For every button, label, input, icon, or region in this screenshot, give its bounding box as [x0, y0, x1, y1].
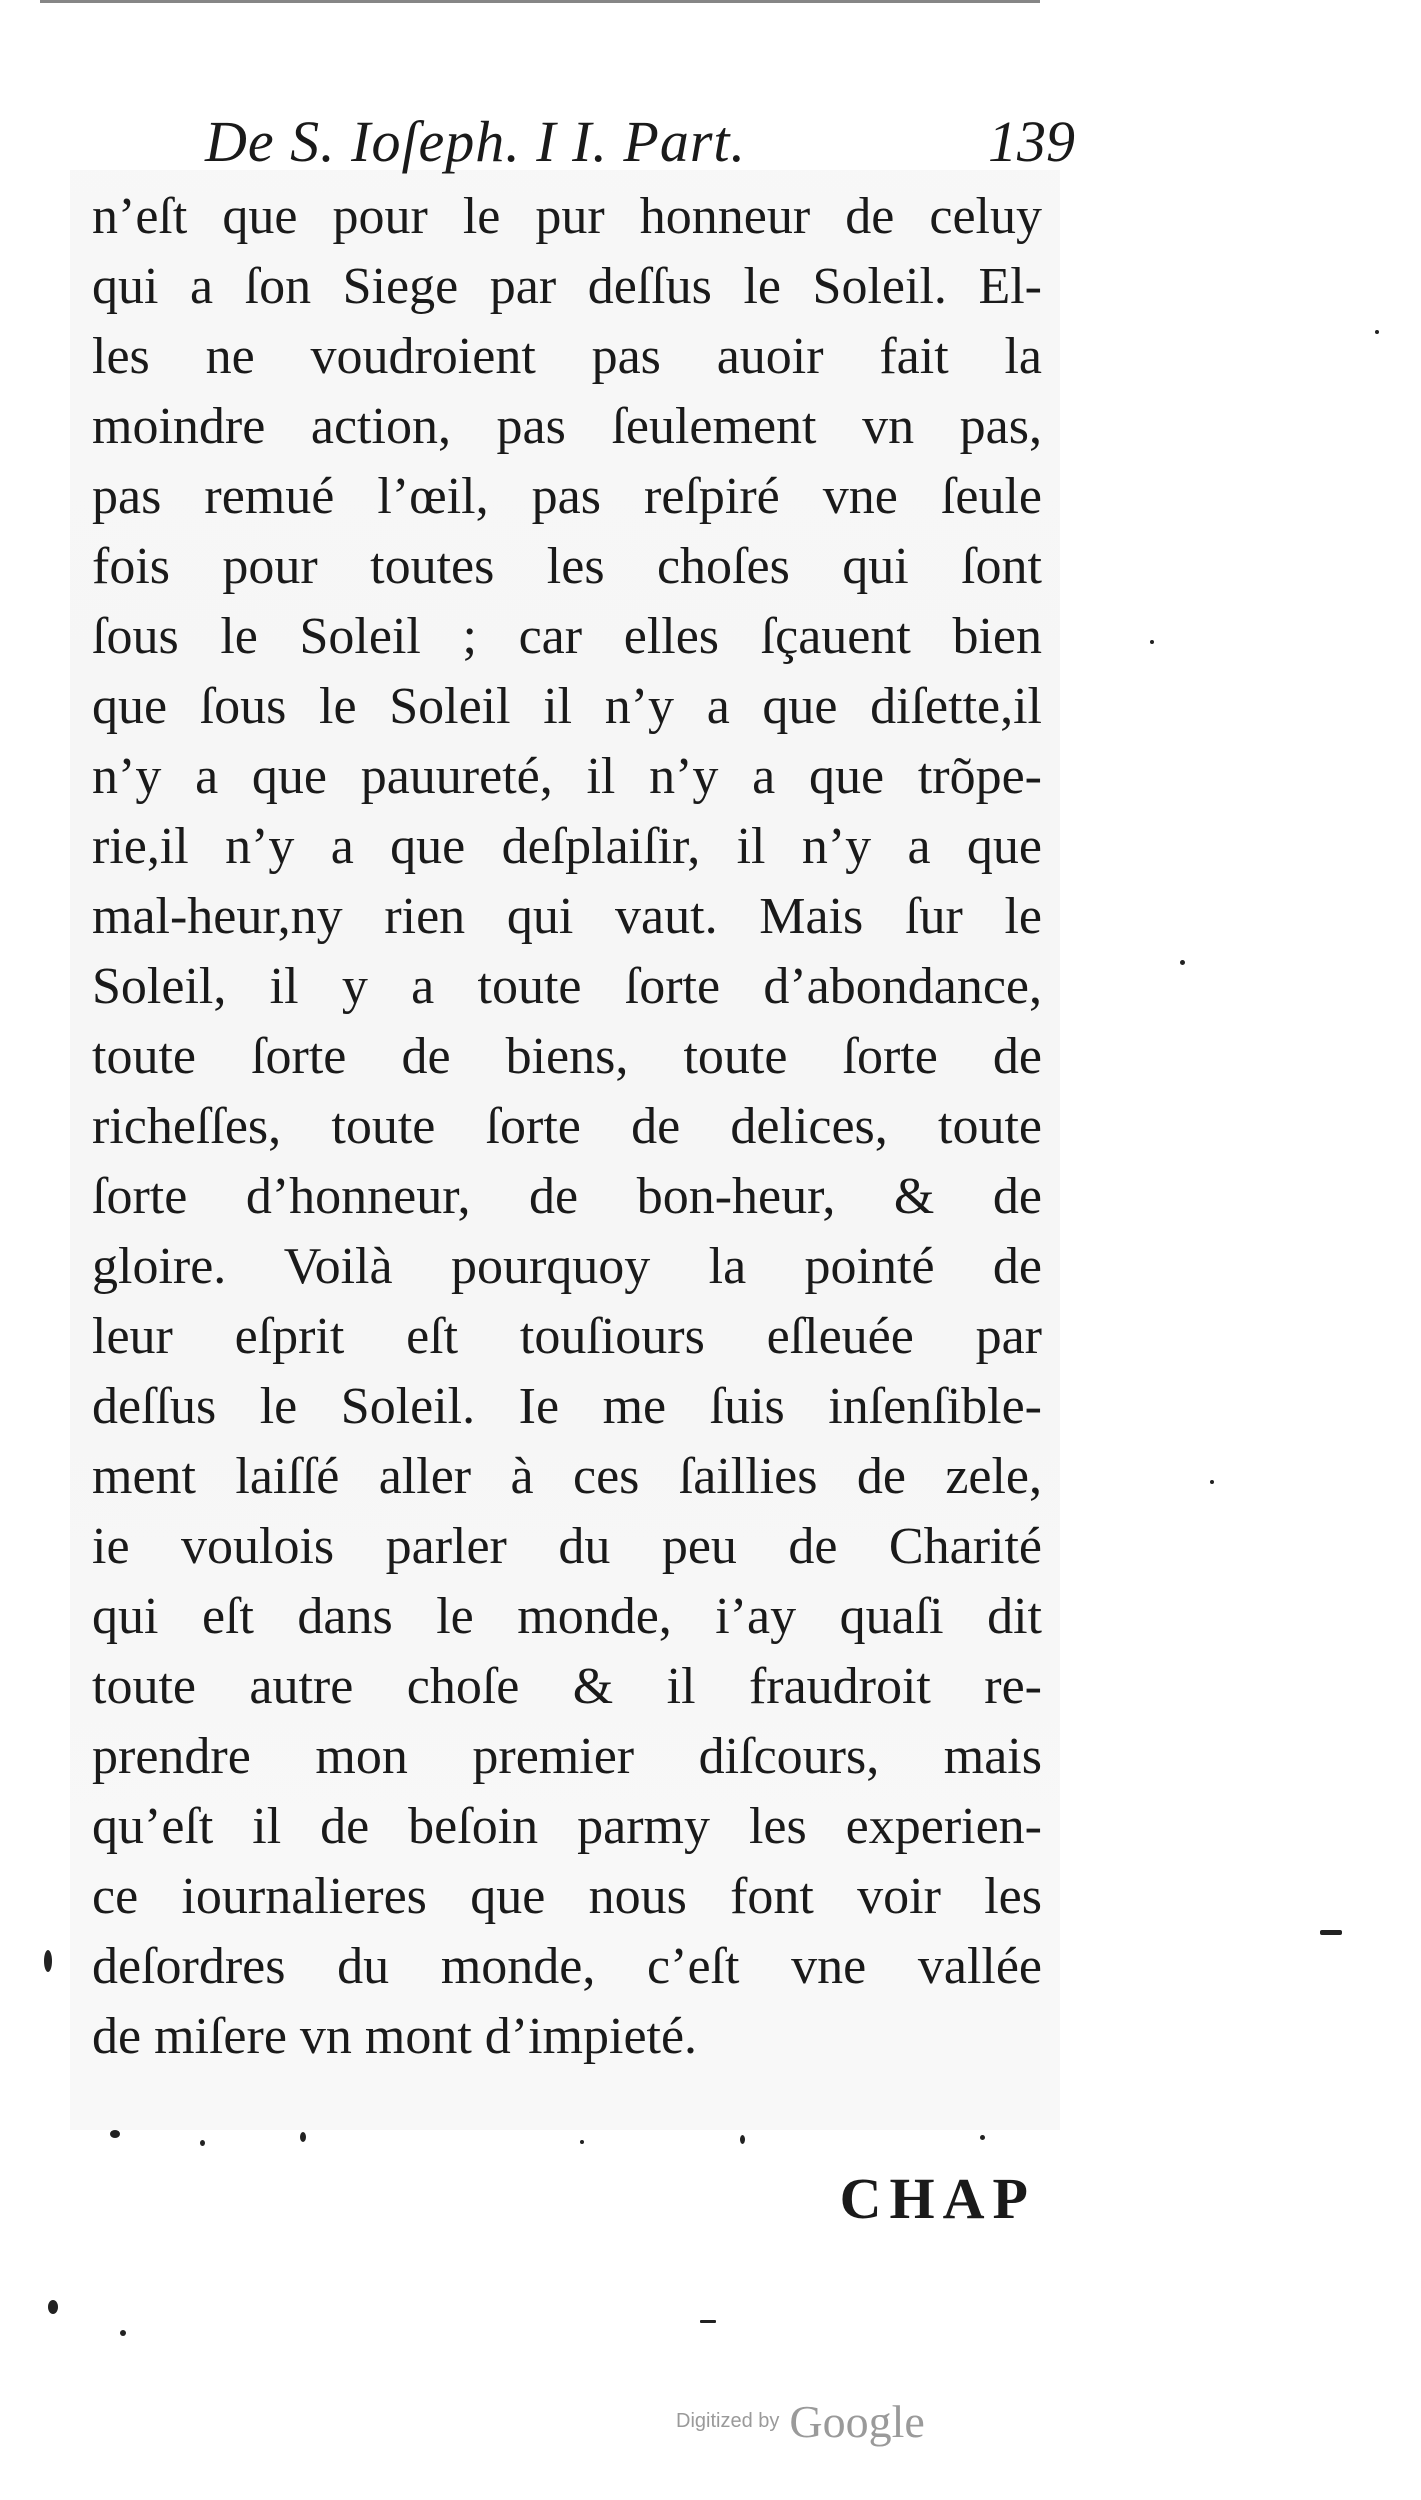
- text-line: ment laiſſé aller à ces ſaillies de zele,: [92, 1448, 1042, 1505]
- text-line: qui eſt dans le monde, i’ay quaſi dit: [92, 1588, 1042, 1645]
- text-line: qui a ſon Siege par deſſus le Soleil. El-: [92, 258, 1042, 315]
- speck: [1210, 1480, 1214, 1484]
- text-line: prendre mon premier diſcours, mais: [92, 1728, 1042, 1785]
- speck: [1180, 960, 1185, 965]
- text-line: ie voulois parler du peu de Charité: [92, 1518, 1042, 1575]
- text-line: leur eſprit eſt touſiours eſleuée par: [92, 1308, 1042, 1365]
- text-line: fois pour toutes les choſes qui ſont: [92, 538, 1042, 595]
- text-line: que ſous le Soleil il n’y a que diſette,il: [92, 678, 1042, 735]
- speck: [1150, 640, 1154, 644]
- speck: [580, 2140, 584, 2144]
- text-line: n’y a que pauureté, il n’y a que trõpe-: [92, 748, 1042, 805]
- text-line: rie,il n’y a que deſplaiſir, il n’y a que: [92, 818, 1042, 875]
- speck: [120, 2330, 126, 2336]
- text-line: qu’eſt il de beſoin parmy les experien-: [92, 1798, 1042, 1855]
- text-line: Soleil, il y a toute ſorte d’abondance,: [92, 958, 1042, 1015]
- text-line: toute ſorte de biens, toute ſorte de: [92, 1028, 1042, 1085]
- text-line: mal-heur,ny rien qui vaut. Mais ſur le: [92, 888, 1042, 945]
- text-line: gloire. Voilà pourquoy la pointé de: [92, 1238, 1042, 1295]
- text-line: ſorte d’honneur, de bon-heur, & de: [92, 1168, 1042, 1225]
- speck: [48, 2300, 58, 2314]
- text-line: moindre action, pas ſeulement vn pas,: [92, 398, 1042, 455]
- speck: [980, 2135, 985, 2140]
- speck: [1375, 330, 1379, 334]
- watermark-prefix: Digitized by: [676, 2410, 780, 2432]
- text-line: n’eſt que pour le pur honneur de celuy: [92, 188, 1042, 245]
- text-line: ce iournalieres que nous font voir les: [92, 1868, 1042, 1925]
- text-line: toute autre choſe & il fraudroit re-: [92, 1658, 1042, 1715]
- text-line: pas remué l’œil, pas reſpiré vne ſeule: [92, 468, 1042, 525]
- speck: [110, 2130, 120, 2138]
- speck: [200, 2140, 205, 2146]
- digitized-watermark: [676, 2395, 1016, 2455]
- text-line: deſſus le Soleil. Ie me ſuis inſenſible-: [92, 1378, 1042, 1435]
- running-head: De S. Ioſeph. I I. Part.: [205, 109, 747, 174]
- speck: [1320, 1930, 1342, 1935]
- speck: [300, 2132, 306, 2142]
- speck: [44, 1950, 52, 1972]
- text-line: richeſſes, toute ſorte de delices, toute: [92, 1098, 1042, 1155]
- catchword: CHAP: [839, 2166, 1036, 2231]
- text-line: deſordres du monde, c’eſt vne vallée: [92, 1938, 1042, 1995]
- text-line: les ne voudroient pas auoir fait la: [92, 328, 1042, 385]
- text-line: ſous le Soleil ; car elles ſçauent bien: [92, 608, 1042, 665]
- text-line: de miſere vn mont d’impieté.: [92, 2008, 698, 2065]
- speck: [740, 2135, 745, 2144]
- page-number: 139: [988, 109, 1075, 174]
- google-logo: Google: [789, 2396, 925, 2447]
- speck: [700, 2320, 716, 2323]
